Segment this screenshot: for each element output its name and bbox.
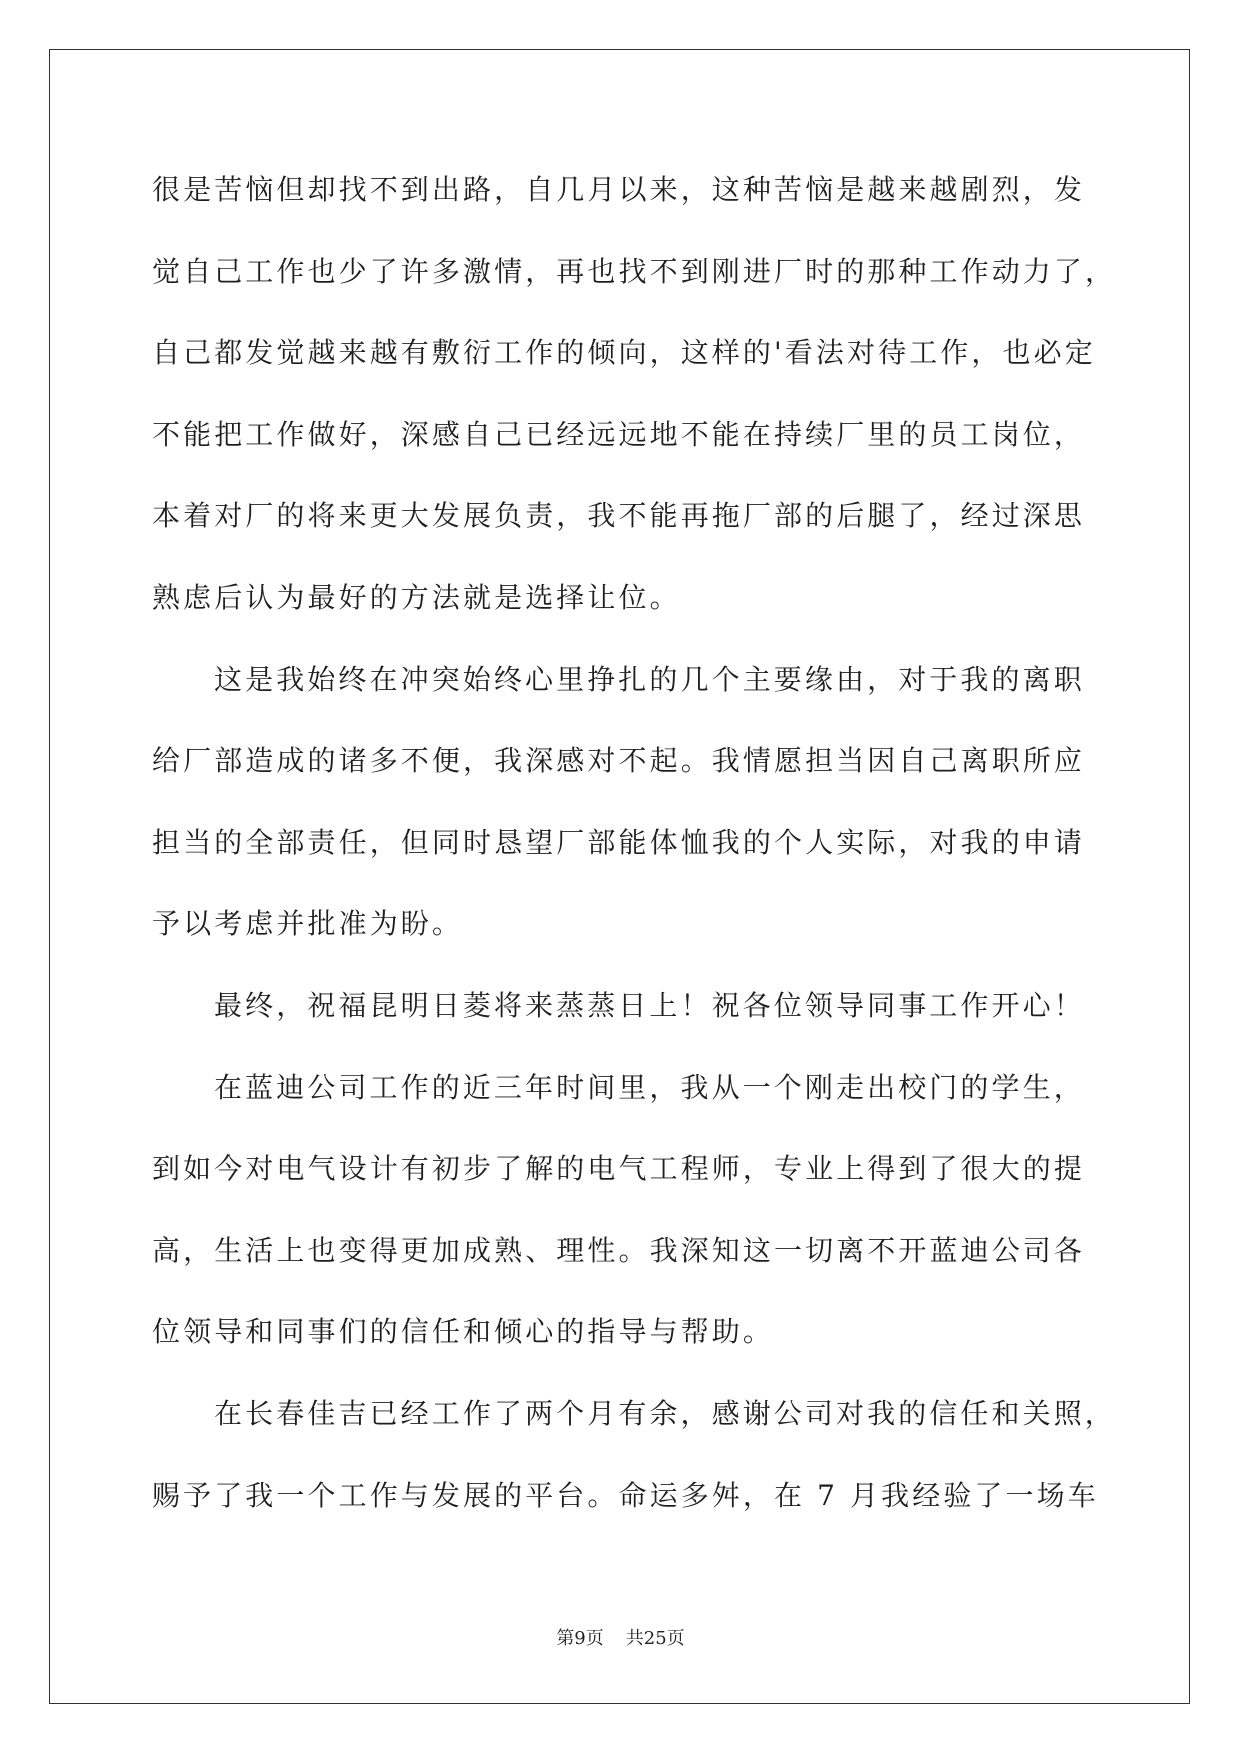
body-text-line: 这是我始终在冲突始终心里挣扎的几个主要缘由，对于我的离职 (214, 662, 1085, 696)
page-total: 共25页 (625, 1628, 685, 1649)
paragraph (152, 965, 1132, 1047)
body-text-line: 自己都发觉越来越有敷衍工作的倾向，这样的'看法对待工作，也必定 (152, 336, 1096, 370)
paragraph (152, 1047, 1132, 1373)
body-text-line: 到如今对电气设计有初步了解的电气工程师，专业上得到了很大的提 (152, 1152, 1086, 1186)
document-body (152, 149, 1132, 1536)
paragraph (152, 639, 1132, 965)
body-text-line: 不能把工作做好，深感自己已经远远地不能在持续厂里的员工岗位， (152, 417, 1086, 451)
body-text-line: 熟虑后认为最好的方法就是选择让位。 (152, 580, 681, 614)
body-text-line: 担当的全部责任，但同时恳望厂部能体恤我的个人实际，对我的申请 (152, 825, 1086, 859)
body-text-line: 在蓝迪公司工作的近三年时间里，我从一个刚走出校门的学生， (214, 1070, 1085, 1104)
body-text-line: 赐予了我一个工作与发展的平台。命运多舛，在 7 月我经验了一场车 (152, 1478, 1099, 1512)
body-text-line: 很是苦恼但却找不到出路，自几月以来，这种苦恼是越来越剧烈，发 (152, 173, 1086, 206)
body-text-line: 高，生活上也变得更加成熟、理性。我深知这一切离不开蓝迪公司各 (152, 1233, 1086, 1267)
paragraph (152, 149, 1132, 639)
paragraph (152, 1373, 1132, 1536)
page-footer (0, 1626, 1241, 1652)
body-text-line: 予以考虑并批准为盼。 (152, 907, 464, 941)
body-text-line: 最终，祝福昆明日菱将来蒸蒸日上！祝各位领导同事工作开心！ (214, 988, 1085, 1022)
body-text-line: 在长春佳吉已经工作了两个月有余，感谢公司对我的信任和关照， (214, 1396, 1116, 1430)
body-text-line: 位领导和同事们的信任和倾心的指导与帮助。 (152, 1315, 775, 1349)
body-text-line: 给厂部造成的诸多不便，我深感对不起。我情愿担当因自己离职所应 (152, 744, 1086, 778)
page-number: 第9页 (556, 1628, 604, 1649)
body-text-line: 觉自己工作也少了许多激情，再也找不到刚进厂时的那种工作动力了， (152, 254, 1117, 288)
body-text-line: 本着对厂的将来更大发展负责，我不能再拖厂部的后腿了，经过深思 (152, 499, 1086, 533)
